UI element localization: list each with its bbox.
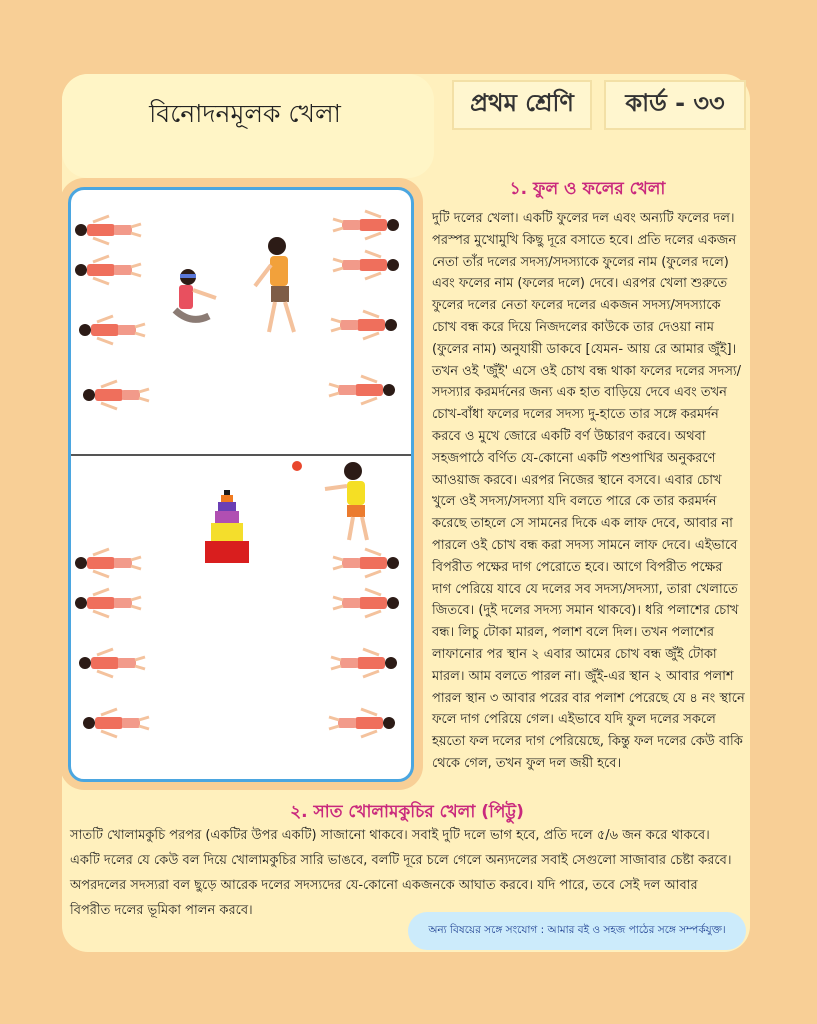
- left-team-children-top: [75, 216, 149, 409]
- ball-thrower-child: [292, 461, 367, 540]
- footer-note: অন্য বিষয়ের সঙ্গে সংযোগ : আমার বই ও সহজ পাঠের সঙ্গে সম্পর্কযুক্ত।: [408, 912, 746, 950]
- right-team-children-top: [329, 211, 399, 404]
- game-illustration: [68, 187, 414, 782]
- page-title: বিনোদনমূলক খেলা: [149, 99, 341, 128]
- section2-line-1: সাতটি খোলামকুচি পরপর (একটির উপর একটি) সাজানো থাকবে। সবাই দুটি দলে ভাগ হবে, প্রতি দলে ৫/৬ জন করে থাকবে।: [70, 828, 710, 843]
- section2-line-4: বিপরীত দলের ভূমিকা পালন করবে।: [70, 903, 253, 918]
- right-team-children-bottom: [329, 549, 399, 737]
- blindfolded-child: [175, 269, 216, 319]
- standing-child-top: [255, 237, 294, 332]
- game-illustration-svg: [71, 190, 411, 779]
- card-number: কার্ড - ৩৩: [604, 80, 746, 130]
- section2-line-2: একটি দলের যে কেউ বল দিয়ে খোলামকুচির সারি ভাঙবে, বলটি দূরে চলে গেলে অন্যদলের সবাই সেগুলো সাজাবার চেষ্টা করবে।: [70, 853, 732, 868]
- section1-body: দুটি দলের খেলা। একটি ফুলের দল এবং অন্যটি ফলের দল। পরস্পর মুখোমুখি কিছু দূরে বসাতে হবে। প্রতি দলের একজন নেতা তাঁর দলের সদস্য/সদস্যাকে ফুলের নাম (ফুলের দলে) এবং ফলের নাম (ফলের দলে) দেবে। এরপর খেলা শুরুতে ফুলের দলের নেতা ফলের দলের একজন সদস্য/সদস্যাকে চোখ বন্ধ করে দিয়ে নিজদলের কাউকে তার দেওয়া নাম (ফুলের নাম) অনুযায়ী ডাকবে [যেমন- আয় রে আমার জুঁই]। তখন ওই 'জুঁই' এসে ওই চোখ বন্ধ থাকা ফলের দলের সদস্য/সদস্যার করমর্দনের জন্য এক হাত বাড়িয়ে দেবে এবং তখন চোখ-বাঁধা ফলের দলের সদস্য দু-হাতে তার সঙ্গে করমর্দন করবে ও মুখে জোরে একটি বর্ণ উচ্চারণ করবে। অথবা সহজপাঠে বর্ণিত যে-কোনো একটি পশুপাখির অনুকরণে আওয়াজ করবে। এরপর নিজের স্থানে বসবে। এবার চোখ খুলে ওই সদস্য/সদস্যা যদি বলতে পারে কে তার করমর্দন করেছে তাহলে সে সামনের দিকে এক লাফ দেবে, আবার না পারলে ওই চোখ বন্ধ করা সদস্য সামনে লাফ দেবে। এইভাবে বিপরীত পক্ষের দাগ পেরোতে হবে। আগে বিপরীত পক্ষের দাগ পেরিয়ে যাবে যে দলের সব সদস্য/সদস্যা, তারা খেলাতে জিতবে। (দুই দলের সদস্য সমান থাকবে)। ধরি পলাশের চোখ বন্ধ। লিচু টোকা মারল, পলাশ বলে দিল। তখন পলাশের লাফানোর পর স্থান ২ এবার আমের চোখ বন্ধ জুঁই টোকা মারল। আম বলতে পারল না। জুঁই-এর স্থান ২ আবার পলাশ পারল স্থান ৩ আবার পরের বার পলাশ পেরেছে যে ৪ নং স্থানে ফলে দাগ পেরিয়ে গেল। এইভাবে যদি ফুল দলের সকলে হয়তো ফল দলের দাগ পেরিয়েছে, কিন্তু ফল দলের কেউ বাকি থেকে গেল, তখন ফুল দল জয়ী হবে।: [432, 211, 745, 771]
- section2-title: ২. সাত খোলামকুচির খেলা (পিট্টু): [290, 802, 524, 822]
- section2-body: [70, 823, 748, 923]
- section2-line-3: অপরদলের সদস্যরা বল ছুড়ে আরেক দলের সদস্যদের যে-কোনো একজনকে আঘাত করবে। যদি পারে, তবে সেই দল আবার: [70, 878, 698, 893]
- tile-stack: [205, 490, 249, 563]
- grade-label: প্রথম শ্রেণি: [452, 80, 592, 130]
- left-team-children-bottom: [75, 549, 149, 737]
- section1-title: ১. ফুল ও ফলের খেলা: [509, 179, 666, 199]
